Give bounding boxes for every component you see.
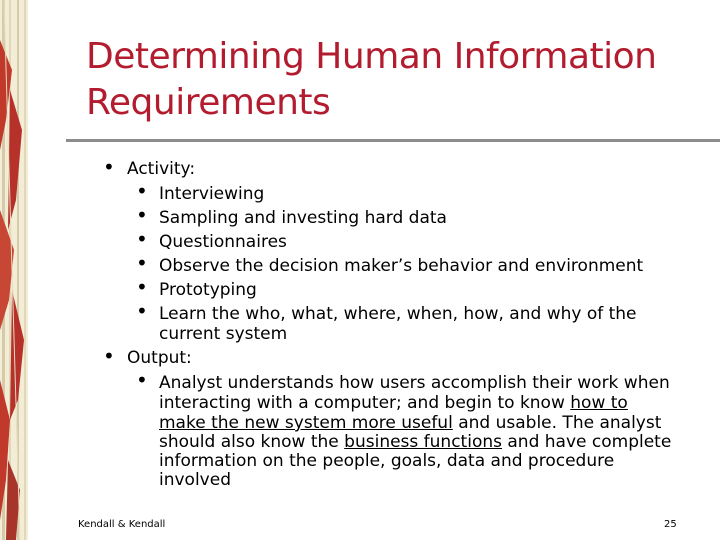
bullet-icon: • [103,344,115,368]
activity-item: Sampling and investing hard data [159,208,447,228]
underlined-text: business functions [344,432,502,452]
activity-item: Learn the who, what, where, when, how, and why of the [159,304,637,324]
activity-item: Questionnaires [159,232,287,252]
output-line: interacting with a computer; and begin to know how to [159,393,628,413]
activity-item: Interviewing [159,184,265,204]
bullet-icon: • [136,251,148,275]
bullet-icon: • [136,227,148,251]
activity-item: Observe the decision maker’s behavior and environment [159,256,644,276]
output-line: involved [159,470,231,490]
output-line: should also know the business functions and have complete [159,432,672,452]
bullet-icon: • [136,368,148,392]
bullet-icon: • [103,155,115,179]
underlined-text: how to [570,393,628,413]
activity-item: Prototyping [159,280,257,300]
footer-author: Kendall & Kendall [78,519,166,530]
activity-item-continuation: current system [159,324,288,344]
bullet-icon: • [136,179,148,203]
activity-label: Activity: [127,159,196,179]
output-label: Output: [127,348,192,368]
slide-title: Determining Human Information Requirements [86,36,657,123]
bullet-icon: • [136,275,148,299]
bullet-icon: • [136,299,148,323]
output-line: make the new system more useful and usable. The analyst [159,413,662,433]
bullet-icon: • [136,203,148,227]
page-number: 25 [664,519,677,530]
underlined-text: make the new system more useful [159,413,453,433]
output-line: information on the people, goals, data and procedure [159,451,615,471]
output-line: Analyst understands how users accomplish their work when [159,373,670,393]
